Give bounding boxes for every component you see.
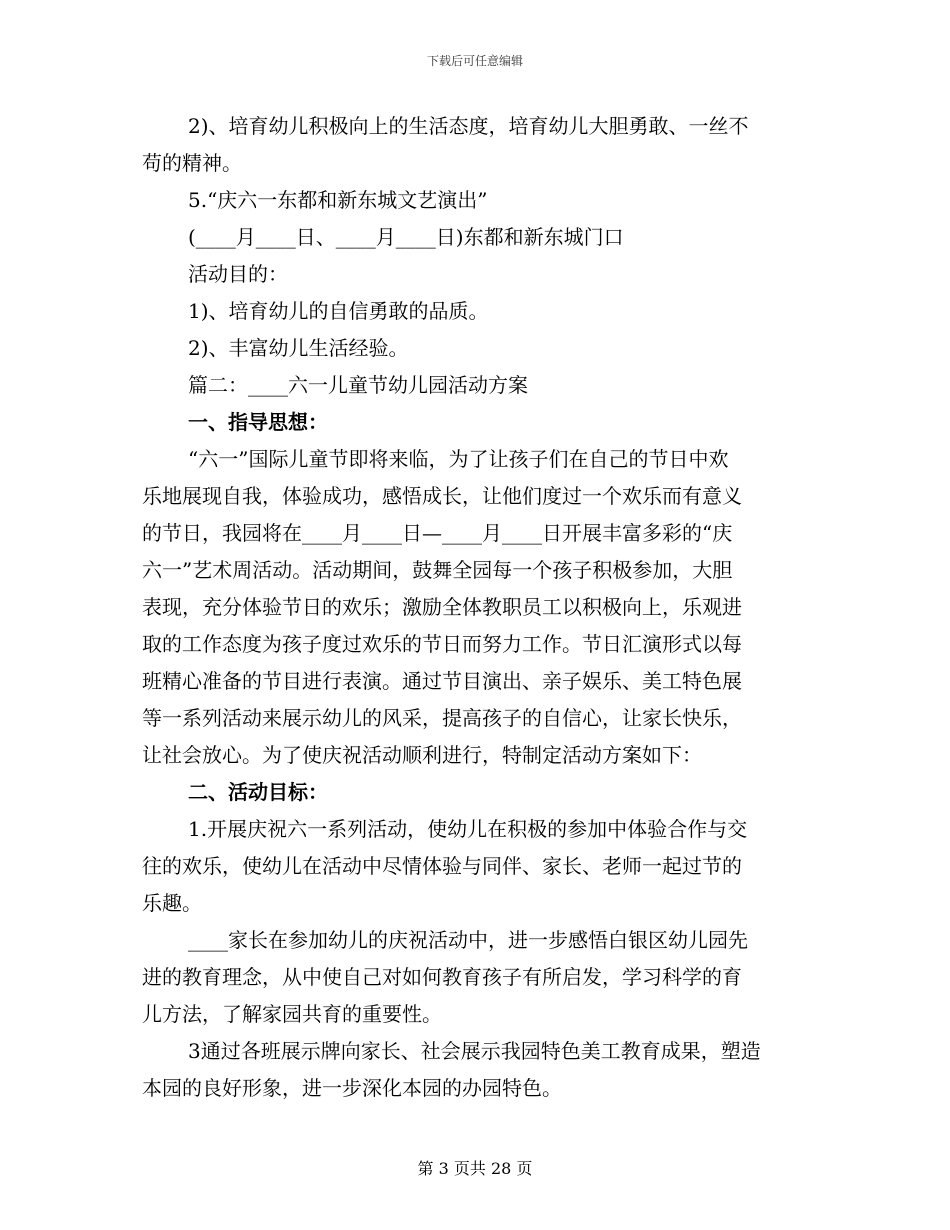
text-line: 本园的良好形象，进一步深化本园的办园特色。 [142,1076,562,1100]
text-line: 篇二：____六一儿童节幼儿园活动方案 [188,373,528,397]
text-line: ____家长在参加幼儿的庆祝活动中，进一步感悟白银区幼儿园先 [188,928,748,952]
text-line: 六一”艺术周活动。活动期间，鼓舞全园每一个孩子积极参加，大胆 [142,558,733,582]
text-line: 乐地展现自我，体验成功，感悟成长，让他们度过一个欢乐而有意义 [142,484,742,508]
text-line: 2)、培育幼儿积极向上的生活态度，培育幼儿大胆勇敢、一丝不 [188,114,749,138]
section-heading: 一、指导思想： [188,410,328,434]
text-line: 5.“庆六一东都和新东城文艺演出” [188,188,488,212]
text-line: 3通过各班展示牌向家长、社会展示我园特色美工教育成果，塑造 [188,1039,761,1063]
text-line: 让社会放心。为了使庆祝活动顺利进行，特制定活动方案如下： [142,743,702,767]
text-line: 苟的精神。 [142,151,242,175]
text-line: 等一系列活动来展示幼儿的风采，提高孩子的自信心，让家长快乐， [142,706,742,730]
text-line: 1.开展庆祝六一系列活动，使幼儿在积极的参加中体验合作与交 [188,817,748,841]
text-line: 2)、丰富幼儿生活经验。 [188,336,409,360]
text-line: 1)、培育幼儿的自信勇敢的品质。 [188,299,489,323]
page-footer: 第 3 页共 28 页 [417,1159,533,1178]
document-body [142,108,812,1107]
text-line: (____月____日、____月____日)东都和新东城门口 [188,225,624,249]
text-line: 乐趣。 [142,891,202,915]
page-header: 下载后可任意编辑 [426,54,523,68]
text-line: 表现，充分体验节日的欢乐；激励全体教职员工以积极向上，乐观进 [142,595,742,619]
section-heading: 二、活动目标： [188,780,328,804]
text-line: 的节日，我园将在____月____日—____月____日开展丰富多彩的“庆 [142,521,733,545]
text-line: “六一”国际儿童节即将来临，为了让孩子们在自己的节日中欢 [188,447,729,471]
text-line: 儿方法，了解家园共育的重要性。 [142,1002,442,1026]
text-line: 进的教育理念，从中使自己对如何教育孩子有所启发，学习科学的育 [142,965,742,989]
text-line: 往的欢乐，使幼儿在活动中尽情体验与同伴、家长、老师一起过节的 [142,854,742,878]
text-line: 班精心准备的节目进行表演。通过节目演出、亲子娱乐、美工特色展 [142,669,742,693]
text-line: 活动目的： [188,262,288,286]
text-line: 取的工作态度为孩子度过欢乐的节日而努力工作。节日汇演形式以每 [142,632,742,656]
